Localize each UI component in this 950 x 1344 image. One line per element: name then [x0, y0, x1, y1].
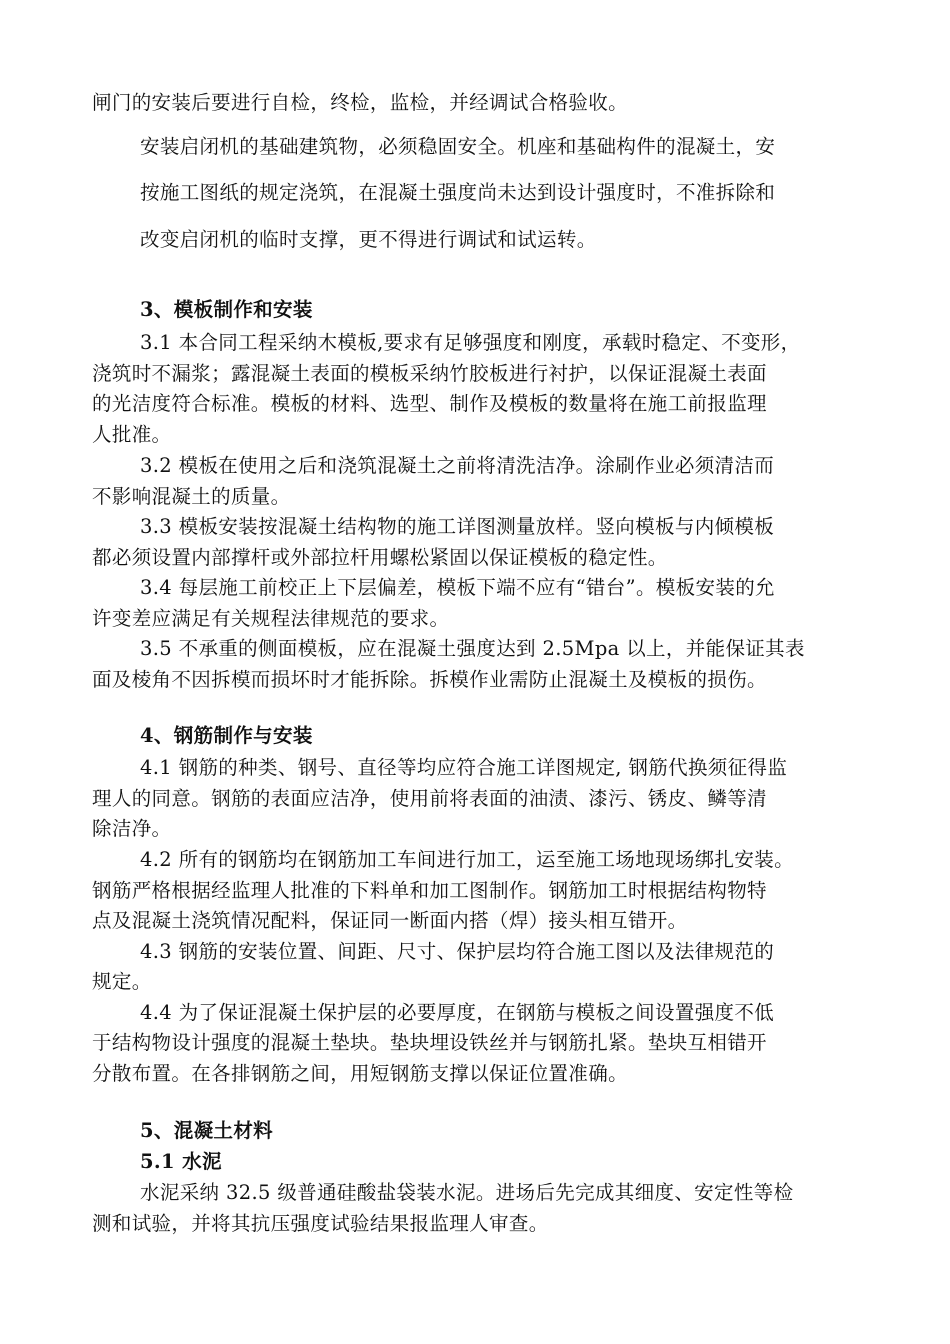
- paragraph-line: 4.1 钢筋的种类、钢号、直径等均应符合施工详图规定, 钢筋代换须征得监: [140, 756, 788, 779]
- paragraph-line: 改变启闭机的临时支撑，更不得进行调试和试运转。: [140, 228, 597, 251]
- paragraph-line: 水泥采纳 32.5 级普通硅酸盐袋装水泥。进场后先完成其细度、安定性等检: [140, 1181, 794, 1204]
- paragraph-line: 3.1 本合同工程采纳木模板,要求有足够强度和刚度，承载时稳定、不变形，: [140, 331, 801, 354]
- paragraph-line: 3.5 不承重的侧面模板，应在混凝土强度达到 2.5Mpa 以上，并能保证其表: [140, 637, 805, 660]
- paragraph-line: 面及棱角不因拆模而损坏时才能拆除。拆模作业需防止混凝土及模板的损伤。: [92, 668, 767, 691]
- paragraph-line: 浇筑时不漏浆；露混凝土表面的模板采纳竹胶板进行衬护，以保证混凝土表面: [92, 362, 767, 385]
- paragraph-line: 3.3 模板安装按混凝土结构物的施工详图测量放样。竖向模板与内倾模板: [140, 515, 775, 538]
- subsection-heading: 5.1 水泥: [140, 1150, 222, 1173]
- paragraph-line: 不影响混凝土的质量。: [92, 485, 291, 508]
- paragraph-line: 4.4 为了保证混凝土保护层的必要厚度，在钢筋与模板之间设置强度不低: [140, 1001, 775, 1024]
- paragraph-line: 钢筋严格根据经监理人批准的下料单和加工图制作。钢筋加工时根据结构物特: [92, 879, 767, 902]
- paragraph-line: 3.2 模板在使用之后和浇筑混凝土之前将清洗洁净。涂刷作业必须清洁而: [140, 454, 775, 477]
- paragraph-line: 规定。: [92, 970, 152, 993]
- paragraph-line: 的光洁度符合标准。模板的材料、选型、制作及模板的数量将在施工前报监理: [92, 392, 767, 415]
- paragraph-line: 安装启闭机的基础建筑物，必须稳固安全。机座和基础构件的混凝土，安: [140, 135, 776, 158]
- paragraph-line: 除洁净。: [92, 817, 172, 840]
- paragraph-line: 于结构物设计强度的混凝土垫块。垫块埋设铁丝并与钢筋扎紧。垫块互相错开: [92, 1031, 767, 1054]
- paragraph-line: 3.4 每层施工前校正上下层偏差，模板下端不应有“错台”。模板安装的允: [140, 576, 775, 599]
- paragraph-line: 点及混凝土浇筑情况配料，保证同一断面内搭（焊）接头相互错开。: [92, 909, 688, 932]
- paragraph-line: 理人的同意。钢筋的表面应洁净，使用前将表面的油渍、漆污、锈皮、鳞等清: [92, 787, 767, 810]
- section-heading: 4、钢筋制作与安装: [140, 724, 313, 747]
- paragraph-line: 分散布置。在各排钢筋之间，用短钢筋支撑以保证位置准确。: [92, 1062, 628, 1085]
- paragraph-line: 许变差应满足有关规程法律规范的要求。: [92, 607, 450, 630]
- paragraph-line: 测和试验，并将其抗压强度试验结果报监理人审查。: [92, 1212, 549, 1235]
- paragraph-line: 闸门的安装后要进行自检，终检，监检，并经调试合格验收。: [92, 91, 628, 114]
- section-heading: 5、混凝土材料: [140, 1119, 274, 1142]
- paragraph-line: 按施工图纸的规定浇筑，在混凝土强度尚未达到设计强度时，不准拆除和: [140, 181, 776, 204]
- paragraph-line: 4.3 钢筋的安装位置、间距、尺寸、保护层均符合施工图以及法律规范的: [140, 940, 775, 963]
- paragraph-line: 4.2 所有的钢筋均在钢筋加工车间进行加工，运至施工场地现场绑扎安装。: [140, 848, 794, 871]
- section-heading: 3、模板制作和安装: [140, 298, 313, 321]
- paragraph-line: 人批准。: [92, 423, 172, 446]
- paragraph-line: 都必须设置内部撑杆或外部拉杆用螺松紧固以保证模板的稳定性。: [92, 546, 668, 569]
